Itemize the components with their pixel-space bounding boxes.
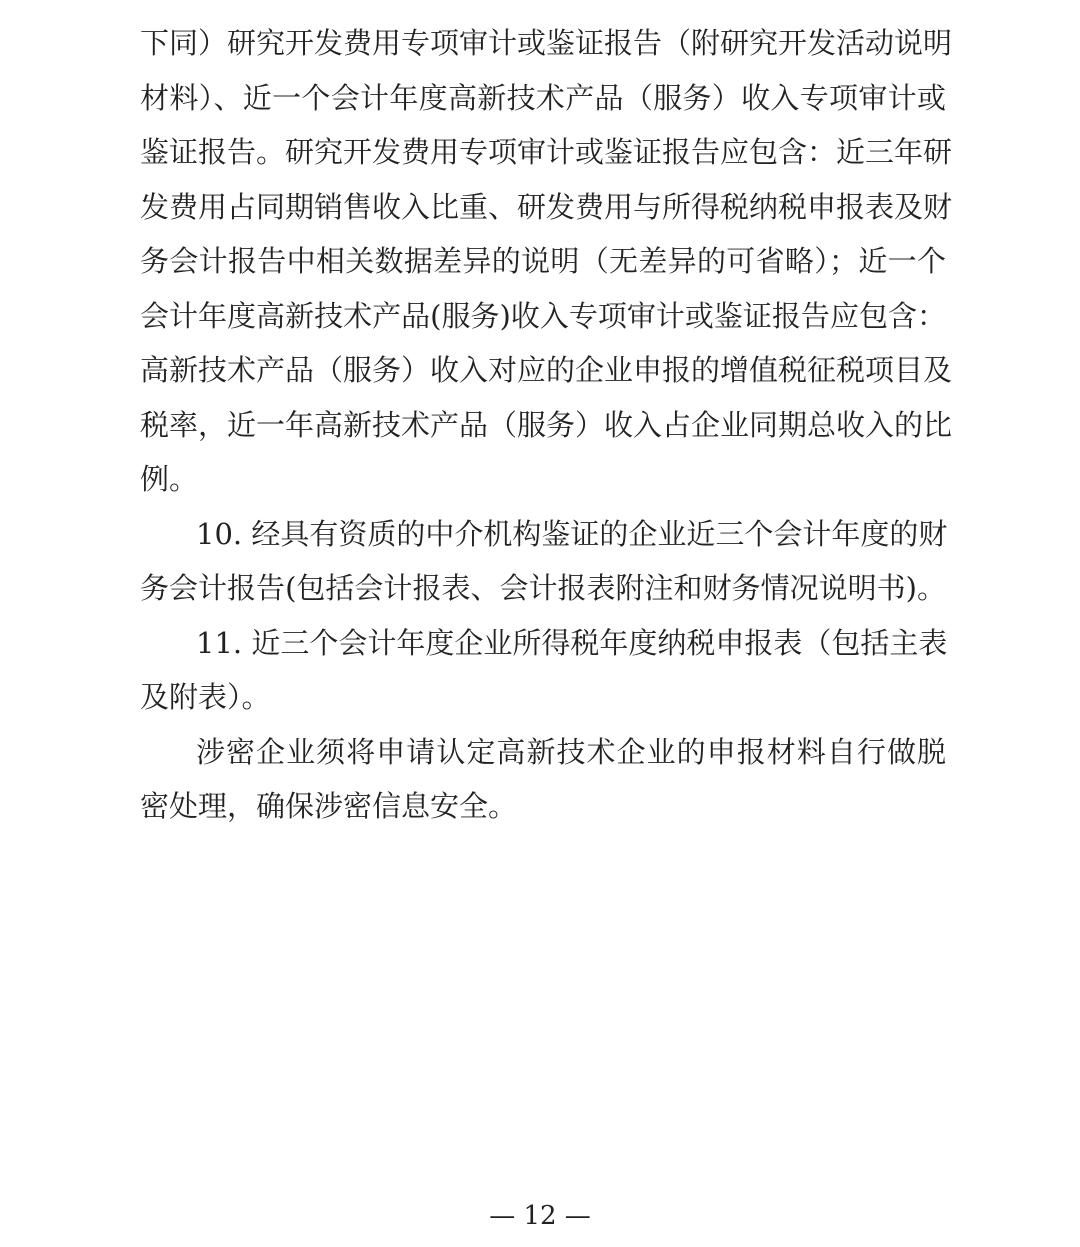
confidential-note-line-1: 涉密企业须将申请认定高新技术企业的申报材料自行做脱 bbox=[196, 734, 946, 769]
text-line: 下同）研究开发费用专项审计或鉴证报告（附研究开发活动说明 bbox=[140, 26, 953, 60]
item-10-line-2: 务会计报告(包括会计报表、会计报表附注和财务情况说明书)。 bbox=[140, 571, 946, 605]
text-line: 材料）、近一个会计年度高新技术产品（服务）收入专项审计或 bbox=[140, 80, 946, 115]
document-body bbox=[140, 16, 953, 834]
item-11-line-1: 11. 近三个会计年度企业所得税年度纳税申报表（包括主表 bbox=[196, 625, 948, 660]
confidential-note-line-2: 密处理，确保涉密信息安全。 bbox=[140, 789, 518, 823]
text-line: 发费用占同期销售收入比重、研发费用与所得税纳税申报表及财 bbox=[140, 189, 953, 224]
text-line: 税率，近一年高新技术产品（服务）收入占企业同期总收入的比 bbox=[140, 407, 953, 442]
text-line: 务会计报告中相关数据差异的说明（无差异的可省略）；近一个 bbox=[140, 244, 946, 278]
page-number: — 12 — bbox=[489, 1201, 591, 1231]
item-10-line-1: 10. 经具有资质的中介机构鉴证的企业近三个会计年度的财 bbox=[196, 516, 948, 551]
item-11-line-2: 及附表）。 bbox=[140, 680, 271, 714]
text-line: 鉴证报告。研究开发费用专项审计或鉴证报告应包含：近三年研 bbox=[140, 135, 953, 169]
text-line: 例。 bbox=[140, 462, 199, 496]
text-line: 会计年度高新技术产品(服务)收入专项审计或鉴证报告应包含： bbox=[140, 298, 946, 333]
text-line: 高新技术产品（服务）收入对应的企业申报的增值税征税项目及 bbox=[140, 353, 953, 387]
